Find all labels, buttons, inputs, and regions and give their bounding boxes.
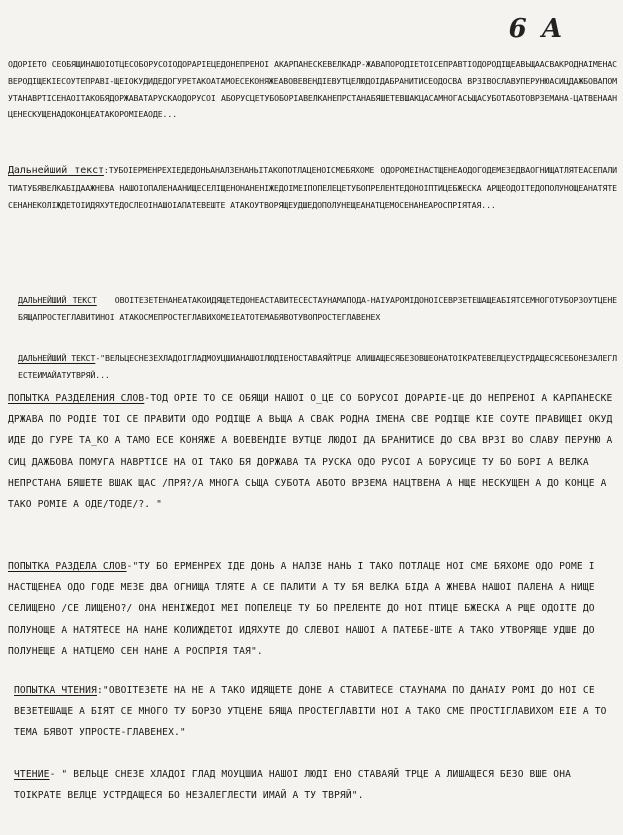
section-label: ДАЛЬНЕЙШИЙ ТЕКСТ <box>18 295 97 305</box>
page-number: 6 A <box>508 14 565 44</box>
section-label: Дальнейший текст <box>8 165 104 176</box>
section-text: -ТОД ОРІЕ ТО СЕ ОБЯЩИ НАШОІ О_ЦЕ СО БОРУСОІ ДОРАРІЕ-ЦЕ ДО НЕПРЕНОІ А КАРПАНЕСКЕ ДРЖАВА ПО РОДІЕ ТОІ СЕ ПРАВИТИ ОДО РОДІЩЕ А ВЬЩА А СВАК РОДНА ІМЕНА СВЕ РОДІЩЕ КІЕ СОУТЕ ПРАВИЩЕІ ОКУД ИДЕ ДО ГУРЕ ТА_КО А ТАМО ЕСЕ КОНЯЖЕ А ВОЕВЕНДІЕ ВУТЦЕ ЛЮДОІ ДА БРАНИТИСЕ ДО СВА ВРЗІ ВО СЛАВУ ПЕРУНЮ А СИЦ ДАЖБОВА ПОМУГА НАВРТІСЕ НА ОІ ТАКО БЯ ДОРЖАВА ТА РУСКА ОДО РУСОІ А БОРУСИЦЕ ТУ БО БОРІ А ВЕЛКА НЕПРСТАНА БЯШЕТЕ ВШАК ЩАС /ПРЯ?/А МНОГА СЬЩА СУБОТА АБОТО ВРЗЕМА НАЦТВЕНА А НЩЕ НЕСКУЩЕН А ДО КОНЦЕ А ТАКО РОМІЕ А ОДЕ/ТОДЕ/?. " <box>8 393 613 511</box>
section-text: -"ВЕЛЬЦЕСНЕЗЕХЛАДОІГЛАДМОУЦШИАНАШОІЛЮДІЕНОСТАВАЯЙТРЦЕ АЛИШАЩЕСЯБЕЗОВШЕОНАТОІКРАТЕВЕЛЦЕУСТРДАЩЕСЯСЕБОНЕЗАЛЕГЛЕСТЕИМАЙАТУТВРЯЙ... <box>18 353 617 380</box>
section-text: :ТУБОІЕРМЕНРЕХІЕДЕДОНЬАНАЛЗЕНАНЬІТАКОПОТЛАЦЕНОІСМЕБЯХОМЕ ОДОРОМЕІНАСТЩЕНЕАОДОГОДЕМЕЗЕДВАОГНИЩАТЛЯТЕАСЕПАЛИТИАТУБЯВЕЛКАБІДААЖНЕВА НАШОІОПАЛЕНААНИЩЕСЕЛІЩЕНОНАНЕНІЖЕДОІМЕІПОПЕЛЕЦЕТУБОПРЕЛЕНТЕДОНОІПТИЦЕБЖЕСКА АРЩЕОДОІТЕДОПОЛУНОЩЕАНАТЯТЕСЕНАНЕКОЛІЖДЕТОІИДЯХУТЕДОСЛЕОІНАШОІАПАТЕВЕШТЕ АТАКОУТВОРЯЩЕУДШЕДОПОЛУНЕЩЕАНАТЦЕМОСЕНАНЕАРОСПРІЯТАЯ... <box>8 165 618 210</box>
section-label: ЧТЕНИЕ <box>14 769 50 780</box>
section-text: - " ВЕЛЬЦЕ СНЕЗЕ ХЛАДОІ ГЛАД МОУЦШИА НАШОІ ЛЮДІ ЕНО СТАВАЯЙ ТРЦЕ А ЛИШАЩЕСЯ БЕЗО ВШЕ ОНА ТОІКРАТЕ ВЕЛЦЕ УСТРДАЩЕСЯ БО НЕЗАЛЕГЛЕСТИ ИМАЙ А ТУ ТВРЯЙ". <box>14 769 572 802</box>
section-label: ДАЛЬНЕЙШИЙ ТЕКСТ <box>18 353 96 363</box>
section-label: ПОПЫТКА РАЗДЕЛА СЛОВ <box>8 561 127 572</box>
section-text: ОВОІТЕЗЕТЕНАНЕАТАКОИДЯЩЕТЕДОНЕАСТАВИТЕСЕСТАУНАМАПОДА-НАІУАРОМІДОНОІСЕВРЗЕТЕШАЩЕАБІЯТСЕМНОГОТУБОРЗОУТЦЕНЕБЯЩАПРОСТЕГЛАВИТИНОІ АТАКОСМЕПРОСТЕГЛАВИХОМЕІЕАТОТЕМАБЯВОТУВОПРОСТЕГЛАВЕНЕХ <box>18 295 617 322</box>
section-label: ПОПЫТКА РАЗДЕЛЕНИЯ СЛОВ <box>8 393 145 404</box>
continuous-text-block <box>8 56 617 123</box>
reading-attempt <box>14 680 617 744</box>
further-text-block-2 <box>18 292 617 326</box>
section-text: :"ОВОІТЕЗЕТЕ НА НЕ А ТАКО ИДЯЩЕТЕ ДОНЕ А СТАВИТЕСЕ СТАУНАМА ПО ДАНАІУ РОМІ ДО НОІ СЕ ВЕЗЕТЕШАЩЕ А БІЯТ СЕ МНОГО ТУ БОРЗО УТЦЕНЕ БЯЩА ПРОСТЕГЛАВІТИ НОІ А ТАКО СМЕ ПРОСТІГЛАВИХОМ ЕІЕ А ТО ТЕМА БЯВОТ УПРОСТЕ-ГЛАВЕНЕХ." <box>14 685 607 739</box>
continuous-text: ОДОРІЕТО СЕОБЯЩИНАШОІОТЦЕСОБОРУСОІОДОРАРІЕЦЕДОНЕПРЕНОІ АКАРПАНЕСКЕВЕЛКАДР-ЖАВАПОРОДІЕТОІСЕПРАВТІОДОРОДІЩЕАВЬЩААСВАКРОДНАІМЕНАСВЕРОДІЩЕКІЕСОУТЕПРАВІ-ЩЕІОКУДИДЕДОГУРЕТАКОАТАМОЕСЕКОНЯЖЕАВОВЕВЕНДІЕВУТЦЕЛЮДОІДАБРАНИТИСЕОДОСВА ВРЗІВОСЛАВУПЕРУНЮАСИЦДАЖБОВАПОМУТАНАВРТІСЕНАОІТАКОБЯДОРЖАВАТАРУСКАОДОРУСОІ АБОРУСЦЕТУБОБОРІАВЕЛКАНЕПРСТАНАБЯШЕТЕВШАКЦАСАМНОГАСЬЩАСУБОТАБОТОВРЗЕМАНА-ЦАТВЕНААНЦЕНЕСКУЩЕНАДОКОНЦЕАТАКОРОМІЕАОДЕ... <box>8 59 617 120</box>
further-text-block-1 <box>8 162 617 213</box>
section-label: ПОПЫТКА ЧТЕНИЯ <box>14 685 97 696</box>
further-text-block-3 <box>18 350 617 384</box>
reading-block <box>14 764 617 806</box>
word-division-attempt-1 <box>8 388 617 515</box>
word-division-attempt-2 <box>8 556 617 662</box>
section-text: -"ТУ БО ЕРМЕНРЕХ ІДЕ ДОНЬ А НАЛЗЕ НАНЬ І ТАКО ПОТЛАЦЕ НОІ СМЕ БЯХОМЕ ОДО РОМЕ І НАСТЩЕНЕА ОДО ГОДЕ МЕЗЕ ДВА ОГНИЩА ТЛЯТЕ А СЕ ПАЛИТИ А ТУ БЯ ВЕЛКА БІДА А ЖНЕВА НАШОІ ПАЛЕНА А НИЩЕ СЕЛИЩЕНО /СЕ ЛИЩЕНО?/ ОНА НЕНІЖЕДОІ МЕІ ПОПЕЛЕЦЕ ТУ БО ПРЕЛЕНТЕ ДО НОІ ПТИЦЕ БЖЕСКА А РЩЕ ОДОІТЕ ДО ПОЛУНОЩЕ А НАТЯТЕСЕ НА НАНЕ КОЛИЖДЕТОІ ИДЯХУТЕ ДО СЛЕВОІ НАШОІ А ПАТЕБЕ-ШТЕ А ТАКО УТВОРЯЩЕ УДШЕ ДО ПОЛУНЕЩЕ А НАТЦЕМО СЕН НАНЕ А РОСПРІЯ ТАЯ". <box>8 561 595 657</box>
